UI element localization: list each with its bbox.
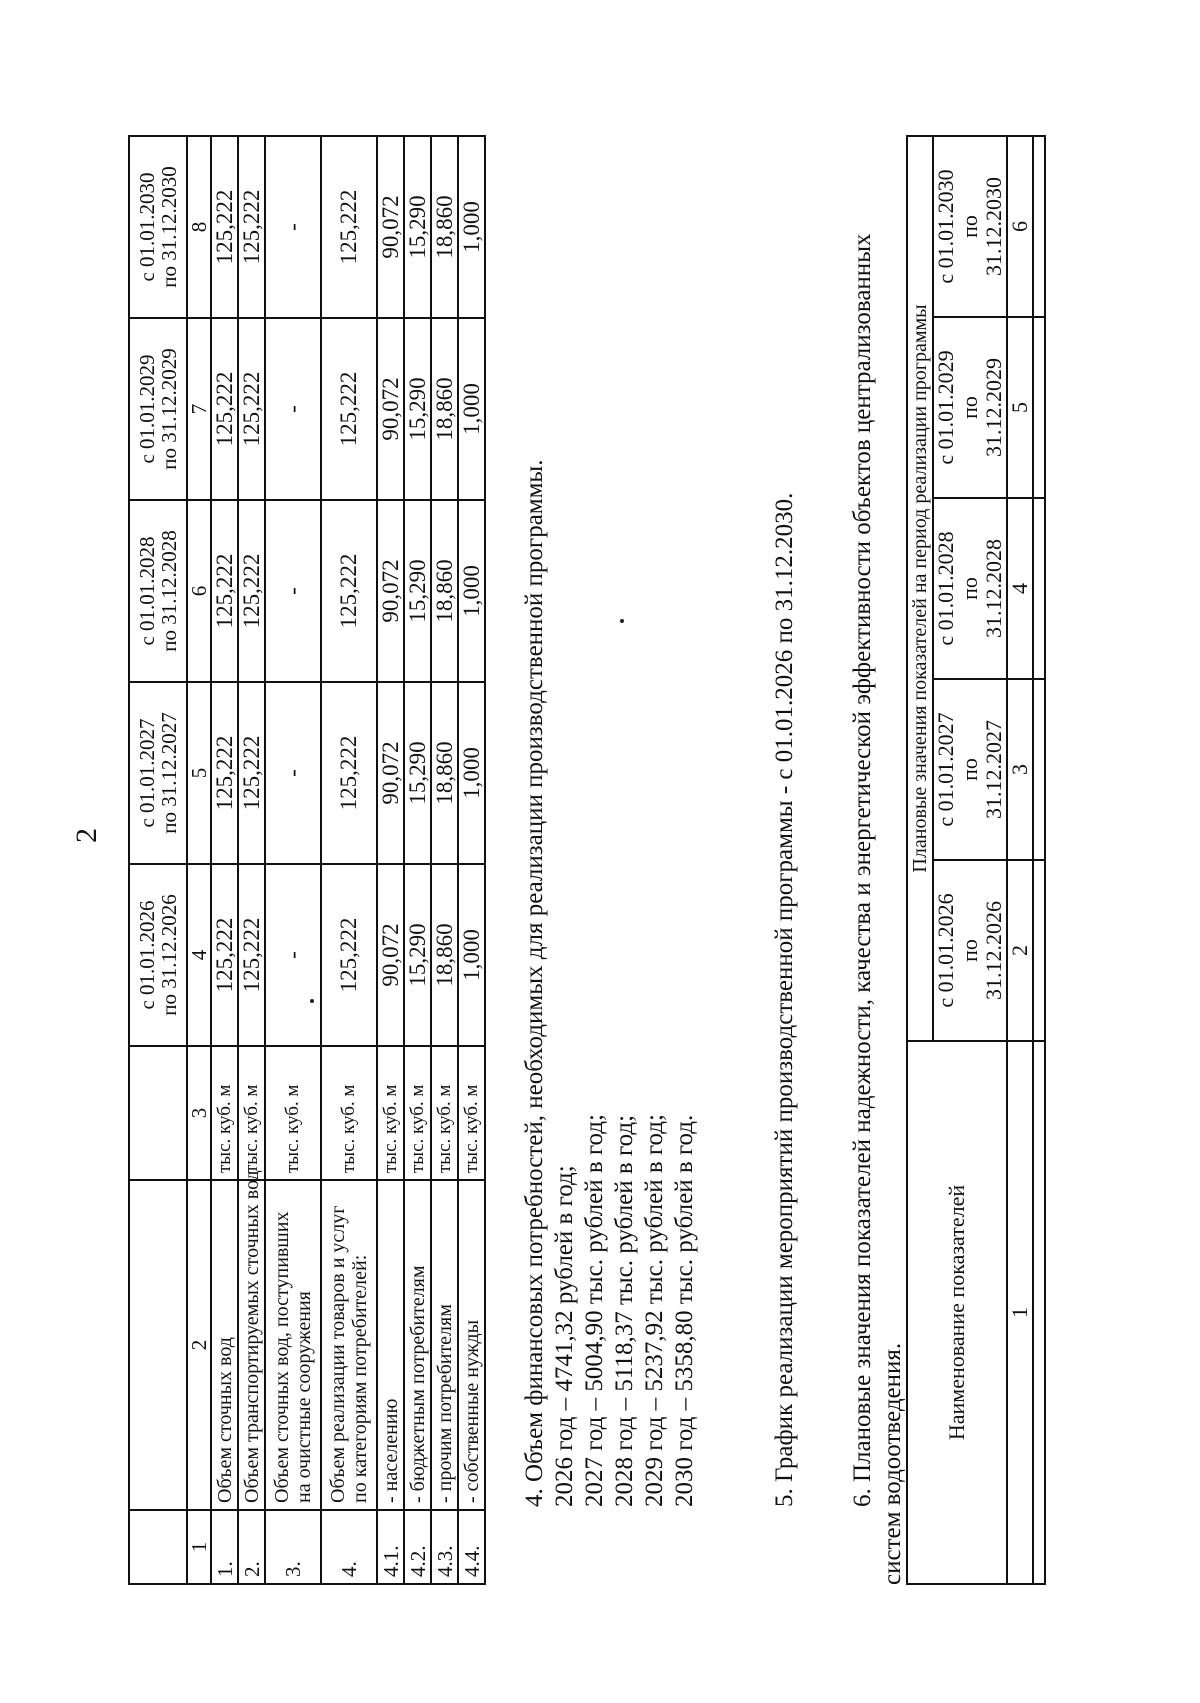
row-value: 125,222 xyxy=(211,136,238,318)
financial-line: 2030 год – 5358,80 тыс. рублей в год. xyxy=(671,1114,698,1507)
row-index: 1. xyxy=(211,1510,238,1584)
column-number: 7 xyxy=(187,318,211,500)
header-cell-unit xyxy=(129,1046,187,1180)
row-value: - xyxy=(265,318,321,500)
period-mid: по xyxy=(957,215,982,238)
row-value: 90,072 xyxy=(377,864,404,1046)
row-value: 1,000 xyxy=(458,318,485,500)
scan-speck xyxy=(310,999,314,1003)
period-mid: по xyxy=(957,396,982,419)
row-value: 90,072 xyxy=(377,682,404,864)
header-cell-period-2030: с 01.01.2030 по 31.12.2030 xyxy=(129,136,187,318)
column-number: 4 xyxy=(1007,498,1033,679)
row-value: 15,290 xyxy=(404,682,431,864)
period-mid: по xyxy=(957,758,982,781)
row-unit: тыс. куб. м xyxy=(265,1046,321,1180)
period-from: с 01.01.2027 xyxy=(933,712,958,827)
row-name: - прочим потребителям xyxy=(431,1180,458,1510)
row-value: 18,860 xyxy=(431,682,458,864)
row-value: 125,222 xyxy=(321,318,377,500)
header-cell-index xyxy=(129,1510,187,1584)
section-heading-continued: систем водоотведения. xyxy=(879,1342,906,1585)
period-from: с 01.01.2028 xyxy=(933,531,958,646)
column-number: 6 xyxy=(1007,136,1033,317)
row-index: 3. xyxy=(265,1510,321,1584)
row-unit: тыс. куб. м xyxy=(321,1046,377,1180)
period-cell-2028 xyxy=(933,498,1007,679)
table-row xyxy=(377,136,404,1584)
row-value: 125,222 xyxy=(238,136,265,318)
column-number: 5 xyxy=(187,682,211,864)
period-mid: по xyxy=(957,577,982,600)
period-cell-2029 xyxy=(933,317,1007,498)
financial-line: 2028 год – 5118,37 тыс. рублей в год; xyxy=(611,1114,638,1507)
section-schedule: 5. График реализации мероприятий производственной программы - с 01.01.2026 по 31.12.2030. xyxy=(771,492,798,1507)
row-value: 125,222 xyxy=(238,500,265,682)
financial-line: 2026 год – 4741,32 рублей в год; xyxy=(551,1165,578,1507)
table-row xyxy=(431,136,458,1584)
header-cell-name xyxy=(129,1180,187,1510)
row-value: 125,222 xyxy=(211,682,238,864)
row-value: 1,000 xyxy=(458,864,485,1046)
row-value: 15,290 xyxy=(404,136,431,318)
page-number: 2 xyxy=(70,828,103,843)
section-planned-indicators xyxy=(848,85,908,1585)
row-name: - населению xyxy=(377,1180,404,1510)
row-value: 1,000 xyxy=(458,500,485,682)
planned-indicators-table xyxy=(906,135,1046,1585)
empty-cell xyxy=(1033,860,1045,1041)
table-header-row xyxy=(129,136,187,1584)
header-cell-period-2027: с 01.01.2027 по 31.12.2027 xyxy=(129,682,187,864)
empty-cell xyxy=(1033,498,1045,679)
row-index: 4. xyxy=(321,1510,377,1584)
row-name: Объем реализации товаров и услуг по категориям потребителей: xyxy=(321,1180,377,1510)
table-row xyxy=(458,136,485,1584)
row-value: 18,860 xyxy=(431,136,458,318)
financial-line: 2029 год – 5237,92 тыс. рублей в год; xyxy=(641,1114,668,1507)
row-value: 18,860 xyxy=(431,500,458,682)
row-name: - бюджетным потребителям xyxy=(404,1180,431,1510)
column-number: 1 xyxy=(187,1510,211,1584)
row-value: - xyxy=(265,682,321,864)
row-value: 15,290 xyxy=(404,864,431,1046)
row-unit: тыс. куб. м xyxy=(377,1046,404,1180)
row-unit: тыс. куб. м xyxy=(238,1046,265,1180)
row-unit: тыс. куб. м xyxy=(211,1046,238,1180)
scan-speck xyxy=(620,619,624,623)
period-from: с 01.01.2026 xyxy=(933,893,958,1008)
period-to: 31.12.2026 xyxy=(981,901,1006,1000)
column-number: 2 xyxy=(1007,860,1033,1041)
table-row xyxy=(238,136,265,1584)
row-value: 15,290 xyxy=(404,500,431,682)
indicator-name-header: Наименование показателей xyxy=(907,1041,1007,1584)
section-heading: 4. Объем финансовых потребностей, необходимых для реализации производственной программы. xyxy=(521,459,548,1507)
row-name: Объем сточных вод, поступивших на очистные сооружения xyxy=(265,1180,321,1510)
row-value: 1,000 xyxy=(458,682,485,864)
column-number: 2 xyxy=(187,1180,211,1510)
period-from: с 01.01.2030 xyxy=(933,169,958,284)
row-index: 2. xyxy=(238,1510,265,1584)
column-number: 1 xyxy=(1007,1041,1033,1584)
plan-values-header: Плановые значения показателей на период реализации программы xyxy=(907,136,933,1041)
row-value: 125,222 xyxy=(321,864,377,1046)
column-number: 5 xyxy=(1007,317,1033,498)
header-cell-period-2028: с 01.01.2028 по 31.12.2028 xyxy=(129,500,187,682)
column-number: 3 xyxy=(187,1046,211,1180)
empty-cell xyxy=(1033,1041,1045,1584)
period-to: 31.12.2027 xyxy=(981,720,1006,819)
table-row xyxy=(404,136,431,1584)
header-cell-period-2029: с 01.01.2029 по 31.12.2029 xyxy=(129,318,187,500)
row-value: 18,860 xyxy=(431,864,458,1046)
financial-line: 2027 год – 5004,90 тыс. рублей в год; xyxy=(581,1114,608,1507)
row-unit: тыс. куб. м xyxy=(458,1046,485,1180)
row-name: Объем сточных вод xyxy=(211,1180,238,1510)
row-value: 125,222 xyxy=(238,318,265,500)
column-number: 6 xyxy=(187,500,211,682)
column-number: 3 xyxy=(1007,679,1033,860)
row-value: 90,072 xyxy=(377,500,404,682)
row-value: 90,072 xyxy=(377,136,404,318)
row-index: 4.1. xyxy=(377,1510,404,1584)
column-number-row xyxy=(1007,136,1033,1584)
row-value: 125,222 xyxy=(211,864,238,1046)
empty-cell xyxy=(1033,136,1045,317)
empty-cell xyxy=(1033,679,1045,860)
period-cell-2030 xyxy=(933,136,1007,317)
row-name: Объем транспортируемых сточных вод xyxy=(238,1180,265,1510)
row-index: 4.4. xyxy=(458,1510,485,1584)
header-cell-period-2026: с 01.01.2026 по 31.12.2026 xyxy=(129,864,187,1046)
row-value: 125,222 xyxy=(238,864,265,1046)
column-number: 8 xyxy=(187,136,211,318)
period-to: 31.12.2028 xyxy=(981,539,1006,638)
row-value: 125,222 xyxy=(321,682,377,864)
period-cell-2026 xyxy=(933,860,1007,1041)
table-row xyxy=(321,136,377,1584)
row-index: 4.3. xyxy=(431,1510,458,1584)
section-heading: 6. Плановые значения показателей надежности, качества и энергетической эффективности объектов централизованных xyxy=(849,233,876,1507)
row-value: 18,860 xyxy=(431,318,458,500)
row-value: 1,000 xyxy=(458,136,485,318)
row-value: 125,222 xyxy=(211,500,238,682)
row-value: 15,290 xyxy=(404,318,431,500)
period-to: 31.12.2029 xyxy=(981,358,1006,457)
row-unit: тыс. куб. м xyxy=(404,1046,431,1180)
table-header-row xyxy=(907,136,933,1584)
table-row xyxy=(211,136,238,1584)
table-row-empty xyxy=(1033,136,1045,1584)
row-value: 125,222 xyxy=(321,136,377,318)
row-value: 125,222 xyxy=(321,500,377,682)
empty-cell xyxy=(1033,317,1045,498)
row-index: 4.2. xyxy=(404,1510,431,1584)
production-volume-table xyxy=(128,135,486,1585)
row-value: - xyxy=(265,136,321,318)
row-unit: тыс. куб. м xyxy=(431,1046,458,1180)
period-from: с 01.01.2029 xyxy=(933,350,958,465)
column-number-row xyxy=(187,136,211,1584)
row-value: - xyxy=(265,500,321,682)
period-cell-2027 xyxy=(933,679,1007,860)
row-value: 90,072 xyxy=(377,318,404,500)
column-number: 4 xyxy=(187,864,211,1046)
row-name: - собственные нужды xyxy=(458,1180,485,1510)
period-mid: по xyxy=(957,939,982,962)
row-value: 125,222 xyxy=(211,318,238,500)
table-row xyxy=(265,136,321,1584)
row-value: 125,222 xyxy=(238,682,265,864)
row-value: - xyxy=(265,864,321,1046)
section-financial-needs xyxy=(520,460,700,1507)
period-to: 31.12.2030 xyxy=(981,176,1006,276)
